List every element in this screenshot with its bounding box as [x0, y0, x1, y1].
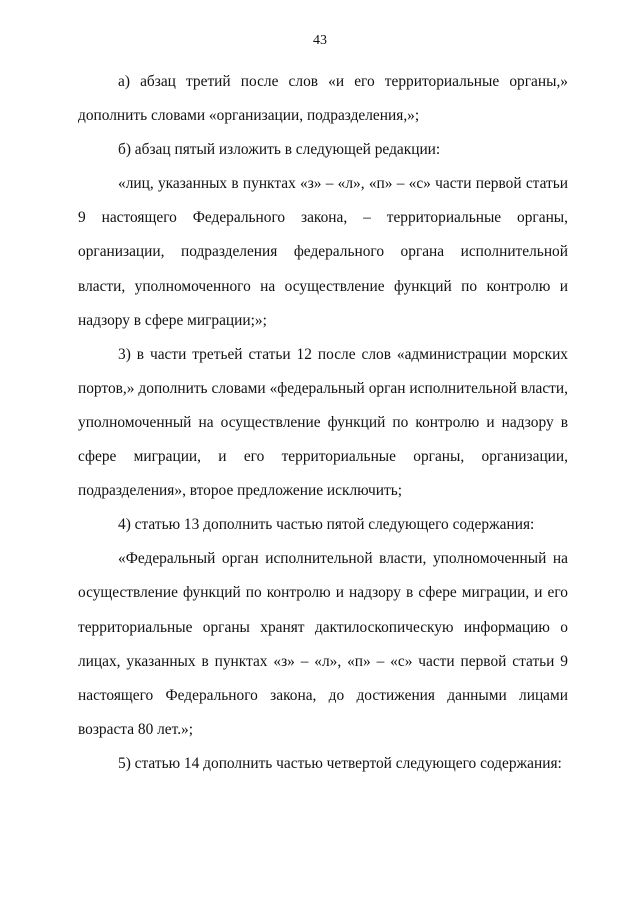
paragraph-b-abzac-pyatyj: б) абзац пятый изложить в следующей редакции:	[118, 141, 441, 159]
paragraph-4-statya-13: 4) статью 13 дополнить частью пятой следующего содержания:	[118, 516, 535, 534]
document-body	[78, 65, 568, 781]
paragraph-quote-lic: «лиц, указанных в пунктах «з» – «л», «п» – «с» части первой статьи 9 настоящего Федерального закона, – территориальные органы, организации, подразделения федерального органа исполнительной власти, уполномоченного на осуществление функций по контролю и надзору в сфере миграции;»;	[78, 175, 568, 329]
paragraph-5-statya-14: 5) статью 14 дополнить частью четвертой следующего содержания:	[118, 754, 562, 772]
page-number: 43	[313, 33, 327, 48]
paragraph-a-abzac-tretij: а) абзац третий после слов «и его территориальные органы,» дополнить словами «организации, подразделения,»;	[78, 73, 568, 125]
paragraph-quote-federalnyj-organ: «Федеральный орган исполнительной власти, уполномоченный на осуществление функций по контролю и надзору в сфере миграции, и его территориальные органы хранят дактилоскопическую информацию о лицах, указанных в пунктах «з» – «л», «п» – «с» части первой статьи 9 настоящего Федерального закона, до достижения данными лицами возраста 80 лет.»;	[78, 550, 568, 738]
paragraph-3-statya-12: 3) в части третьей статьи 12 после слов «администрации морских портов,» дополнить словами «федеральный орган исполнительной власти, уполномоченный на осуществление функций по контролю и надзору в сфере миграции, и его территориальные органы, организации, подразделения», второе предложение исключить;	[78, 345, 568, 500]
